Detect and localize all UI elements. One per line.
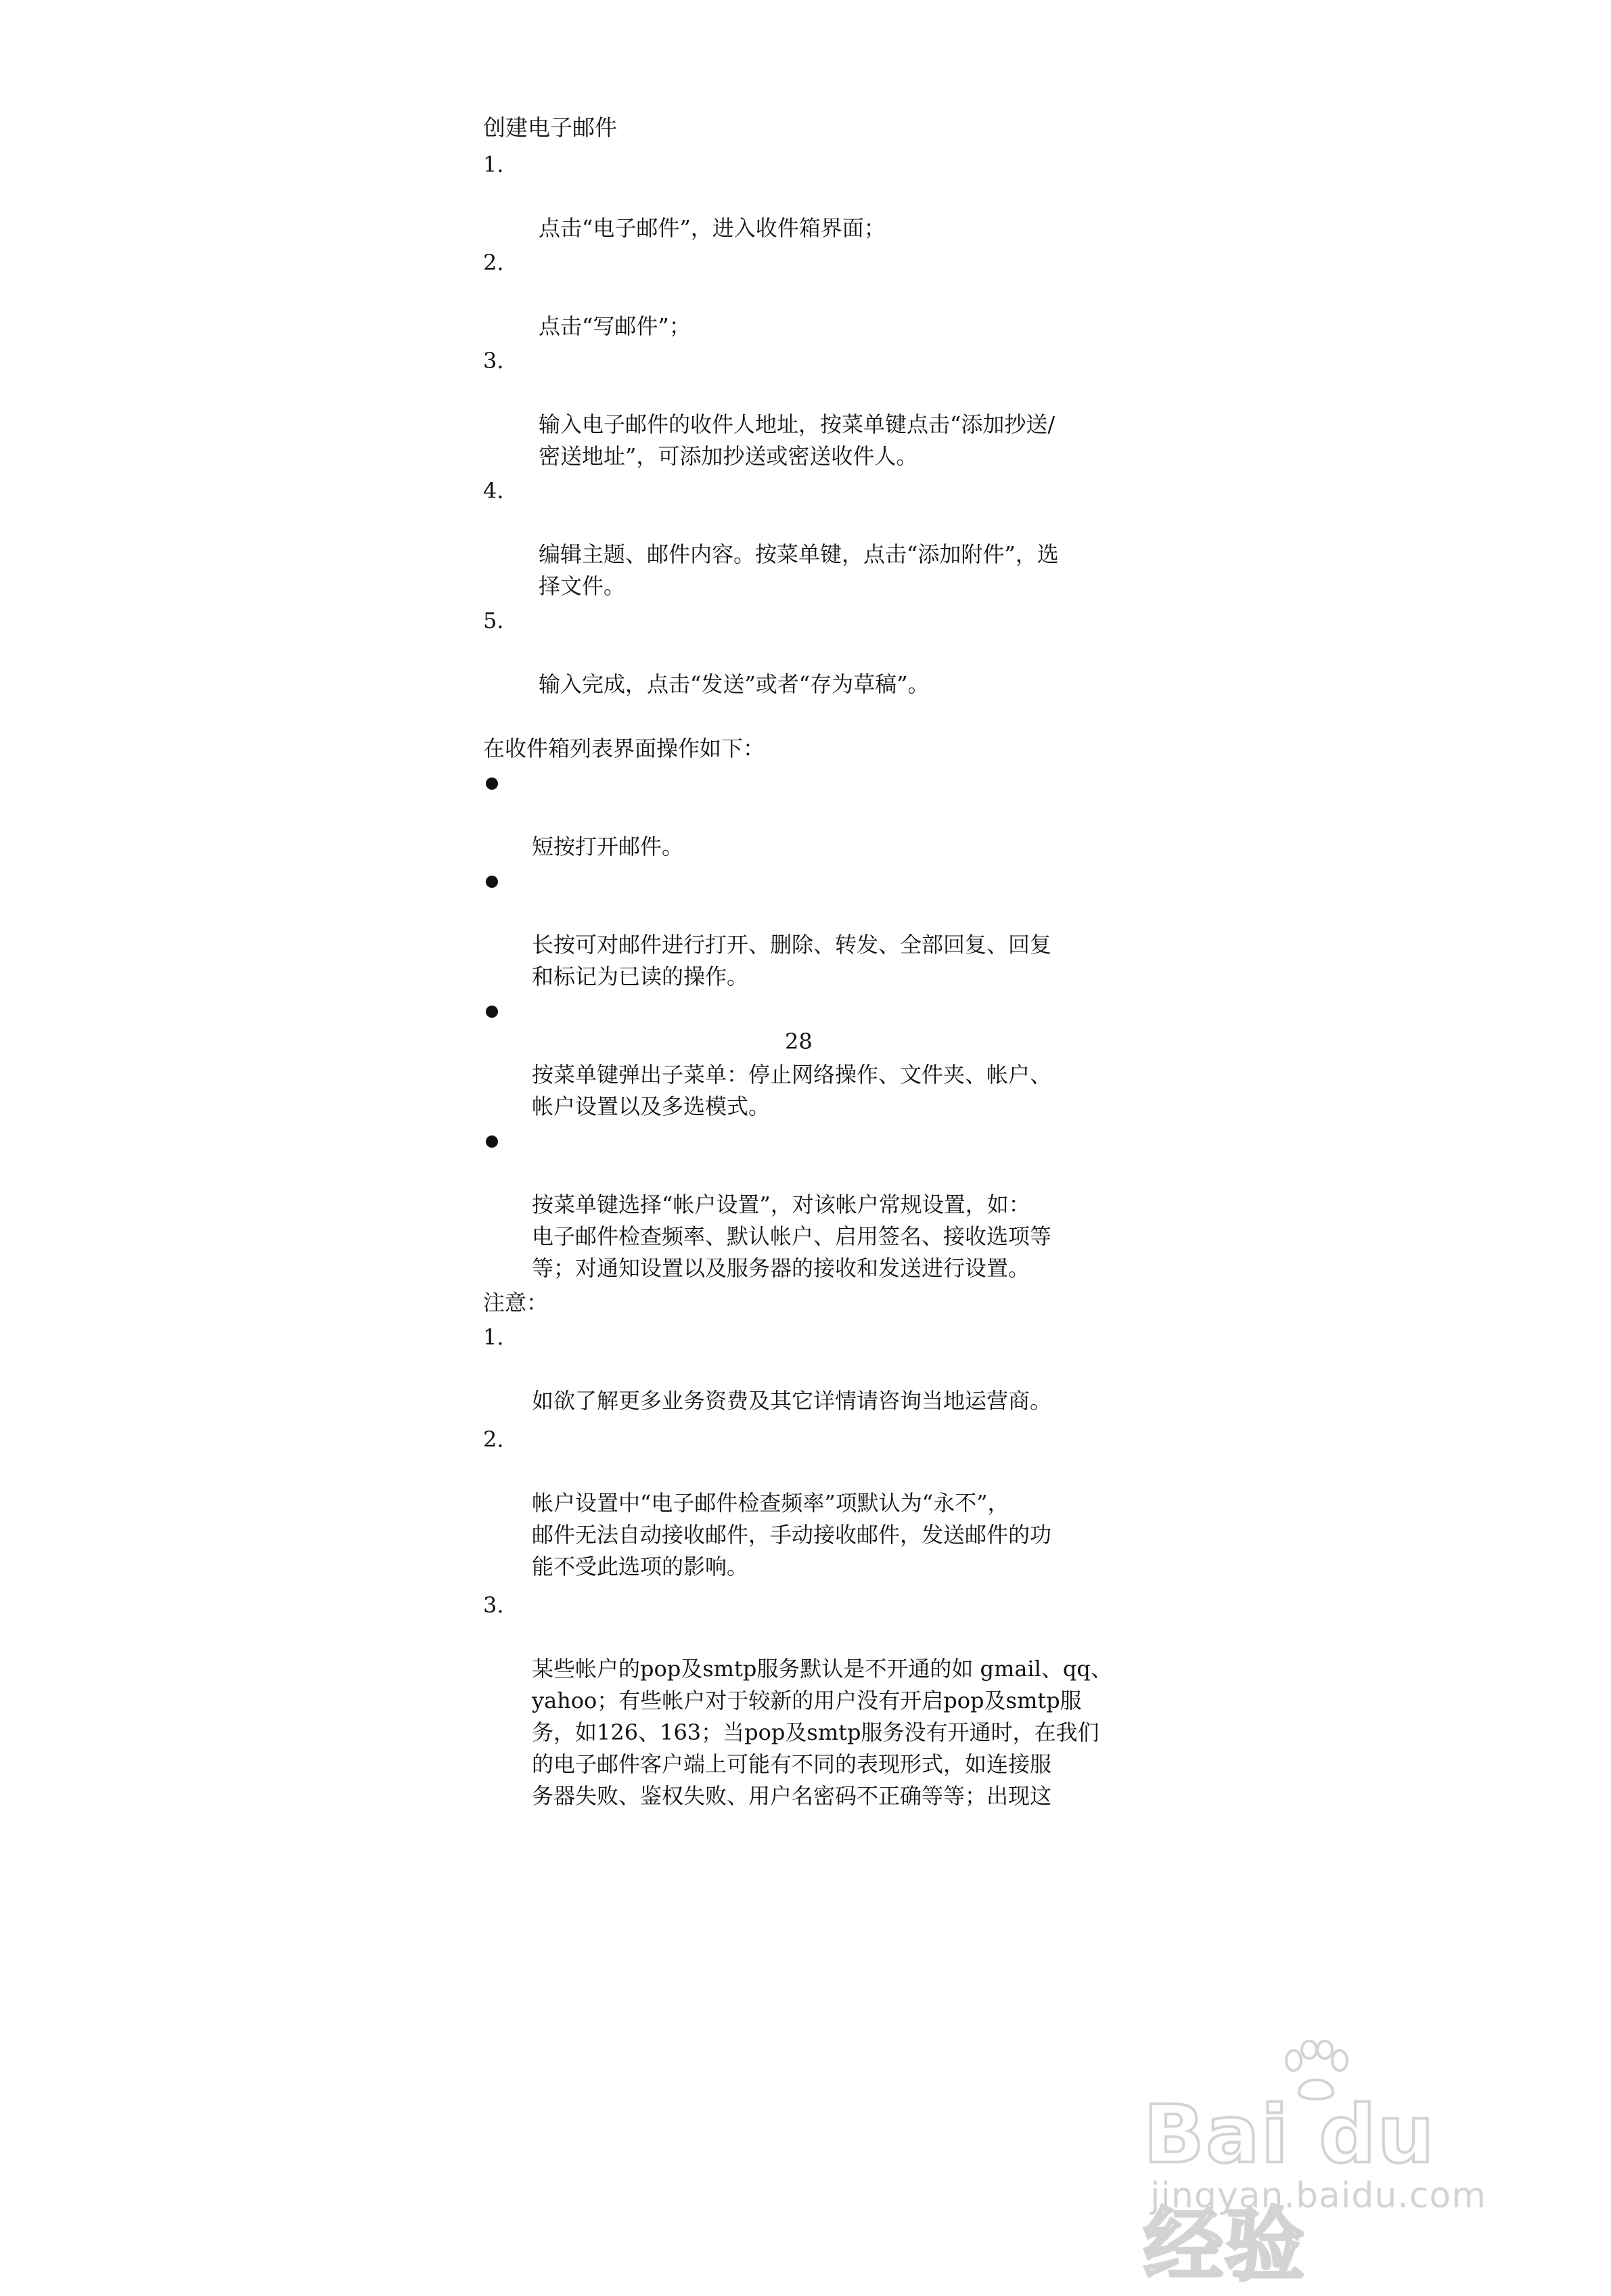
watermark-url: jingyan.baidu.com bbox=[1150, 2176, 1487, 2216]
bullet-item bbox=[483, 1125, 1133, 1284]
bullet-icon bbox=[486, 1006, 498, 1018]
note-number: 3. bbox=[483, 1592, 504, 1618]
bullet-text: 长按可对邮件进行打开、删除、转发、全部回复、回复 和标记为已读的操作。 bbox=[532, 932, 1052, 989]
note-text: 帐户设置中“电子邮件检查频率”项默认为“永不”， 邮件无法自动接收邮件，手动接收邮件，发送邮件的功 能不受此选项的影响。 bbox=[532, 1490, 1052, 1579]
step-text: 编辑主题、邮件内容。按菜单键，点击“添加附件”，选 择文件。 bbox=[539, 541, 1059, 599]
document-body bbox=[483, 112, 1133, 1819]
step-number: 1. bbox=[483, 152, 504, 177]
notes-title: 注意： bbox=[483, 1290, 549, 1315]
bullet-text: 按菜单键弹出子菜单：停止网络操作、文件夹、帐户、 帐户设置以及多选模式。 bbox=[532, 1062, 1052, 1119]
bullet-icon bbox=[486, 1135, 498, 1148]
bullet-item bbox=[483, 767, 1133, 863]
note-text: 某些帐户的pop及smtp服务默认是不开通的如 gmail、qq、 yahoo；有些帐户对于较新的用户没有开启pop及smtp服 务，如126、163；当pop及smtp服务没有开通时，在我们 的电子邮件客户端上可能有不同的表现形式，如连接服 务器失败、鉴权失败、用户名密码不正确等等；出现这 bbox=[532, 1656, 1112, 1809]
step-text: 点击“电子邮件”，进入收件箱界面； bbox=[539, 215, 886, 241]
bullet-icon bbox=[486, 876, 498, 888]
bullet-text: 短按打开邮件。 bbox=[532, 834, 684, 859]
note-item bbox=[483, 1424, 1133, 1583]
note-item bbox=[483, 1322, 1133, 1417]
step-number: 2. bbox=[483, 250, 504, 275]
step-item bbox=[483, 149, 1133, 244]
note-text: 如欲了解更多业务资费及其它详情请咨询当地运营商。 bbox=[532, 1388, 1052, 1414]
bullet-item bbox=[483, 995, 1133, 1123]
step-number: 5. bbox=[483, 608, 504, 633]
watermark-logo: Bai du 经验 bbox=[1143, 2088, 1436, 2292]
step-number: 4. bbox=[483, 478, 504, 503]
page-number: 28 bbox=[785, 1029, 813, 1054]
bullet-icon bbox=[486, 778, 498, 790]
step-item bbox=[483, 475, 1133, 602]
step-item bbox=[483, 605, 1133, 700]
bullet-item bbox=[483, 865, 1133, 993]
step-text: 点击“写邮件”； bbox=[539, 313, 691, 339]
section-title: 创建电子邮件 bbox=[483, 114, 617, 141]
watermark bbox=[1143, 2040, 1522, 2292]
note-item bbox=[483, 1590, 1133, 1812]
step-text: 输入完成，点击“发送”或者“存为草稿”。 bbox=[539, 671, 930, 697]
inbox-intro: 在收件箱列表界面操作如下： bbox=[483, 736, 765, 761]
step-item bbox=[483, 247, 1133, 342]
note-number: 1. bbox=[483, 1324, 504, 1350]
step-item bbox=[483, 345, 1133, 472]
step-number: 3. bbox=[483, 348, 504, 374]
step-text: 输入电子邮件的收件人地址，按菜单键点击“添加抄送/ 密送地址”，可添加抄送或密送收件人。 bbox=[539, 411, 1056, 469]
bullet-text: 按菜单键选择“帐户设置”，对该帐户常规设置，如： 电子邮件检查频率、默认帐户、启用签名、接收选项等 等；对通知设置以及服务器的接收和发送进行设置。 bbox=[532, 1192, 1052, 1281]
note-number: 2. bbox=[483, 1426, 504, 1452]
